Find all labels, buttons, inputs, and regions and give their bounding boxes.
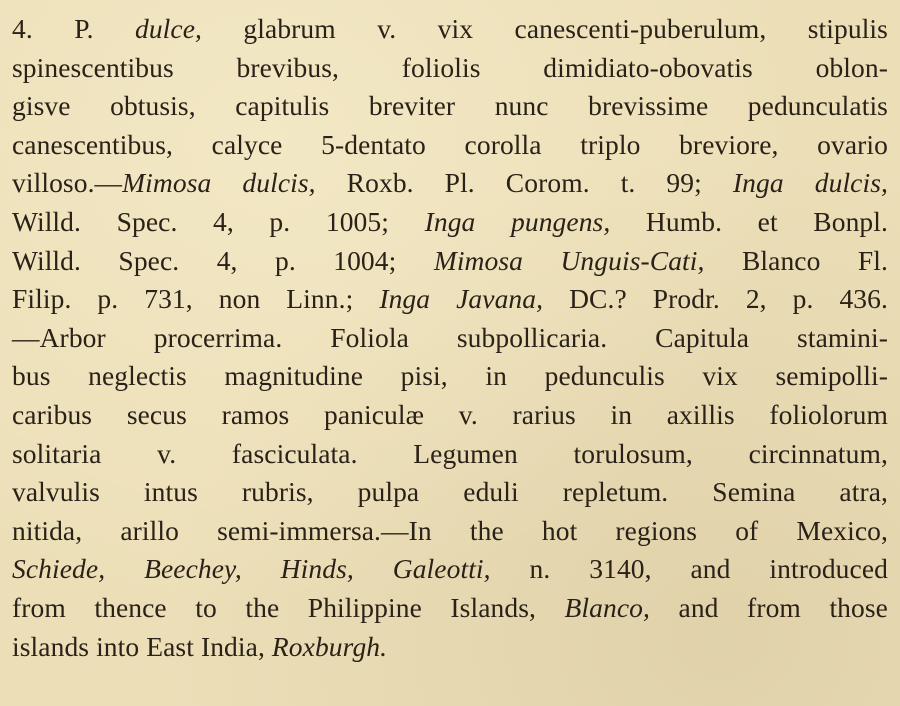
text-line (12, 87, 888, 126)
text-block (12, 10, 888, 666)
text-span: spinescentibus brevibus, foliolis dimidiato-obovatis oblon- (12, 51, 888, 83)
text-span: bus neglectis magnitudine pisi, in pedunculis vix semipolli- (12, 360, 888, 392)
text-span: valvulis intus rubris, pulpa eduli repletum. Semina atra, (12, 476, 888, 508)
text-line (12, 242, 888, 281)
text-line (12, 164, 888, 203)
text-span: glabrum v. vix canescenti-puberulum, stipulis (202, 13, 888, 44)
text-span: from thence to the Philippine Islands, (12, 591, 565, 623)
text-span: DC.? Prodr. 2, p. 436. (543, 283, 888, 315)
italic-text: Mimosa Unguis-Cati, (433, 244, 705, 276)
text-line (12, 126, 888, 165)
text-span: and from those (650, 591, 888, 623)
text-span: islands into East India, (12, 630, 272, 662)
italic-text: Blanco, (564, 591, 650, 623)
text-span: caribus secus ramos paniculæ v. rarius in axillis foliolorum (12, 398, 888, 430)
italic-text: Roxburgh. (271, 630, 388, 662)
text-span: villoso.— (12, 167, 123, 199)
text-span: Blanco Fl. (704, 244, 888, 276)
text-span: Willd. Spec. 4, p. 1004; (12, 244, 434, 276)
text-line (12, 10, 888, 49)
text-span: canescentibus, calyce 5-dentato corolla triplo breviore, ovario (12, 128, 888, 160)
text-line (12, 396, 888, 435)
text-line (12, 473, 888, 512)
text-span: n. 3140, and introduced (490, 553, 888, 585)
text-span: Filip. p. 731, non Linn.; (12, 283, 380, 315)
italic-text: Inga Javana, (379, 283, 544, 315)
text-line (12, 589, 888, 628)
italic-text: Inga pungens, (424, 205, 611, 237)
text-span: gisve obtusis, capitulis breviter nunc brevissime pedunculatis (12, 90, 888, 122)
text-line (12, 203, 888, 242)
italic-text: Mimosa dulcis, (122, 167, 316, 199)
text-line (12, 280, 888, 319)
italic-text: dulce, (134, 13, 203, 44)
italic-text: Schiede, Beechey, Hinds, Galeotti, (12, 553, 491, 585)
text-span: Roxb. Pl. Corom. t. 99; (315, 167, 733, 199)
text-line (12, 550, 888, 589)
text-span: —Arbor procerrima. Foliola subpollicaria. Capitula stamini- (12, 321, 888, 353)
text-line (12, 319, 888, 358)
text-line (12, 628, 888, 667)
text-span: Willd. Spec. 4, p. 1005; (12, 205, 425, 237)
text-line (12, 512, 888, 551)
text-line (12, 435, 888, 474)
text-span: solitaria v. fasciculata. Legumen torulosum, circinnatum, (12, 437, 888, 469)
text-line (12, 49, 888, 88)
text-span: nitida, arillo semi-immersa.—In the hot regions of Mexico, (12, 514, 888, 546)
text-span: Humb. et Bonpl. (610, 205, 888, 237)
text-span: 4. P. (12, 13, 135, 44)
text-line (12, 357, 888, 396)
italic-text: Inga dulcis, (732, 167, 889, 199)
